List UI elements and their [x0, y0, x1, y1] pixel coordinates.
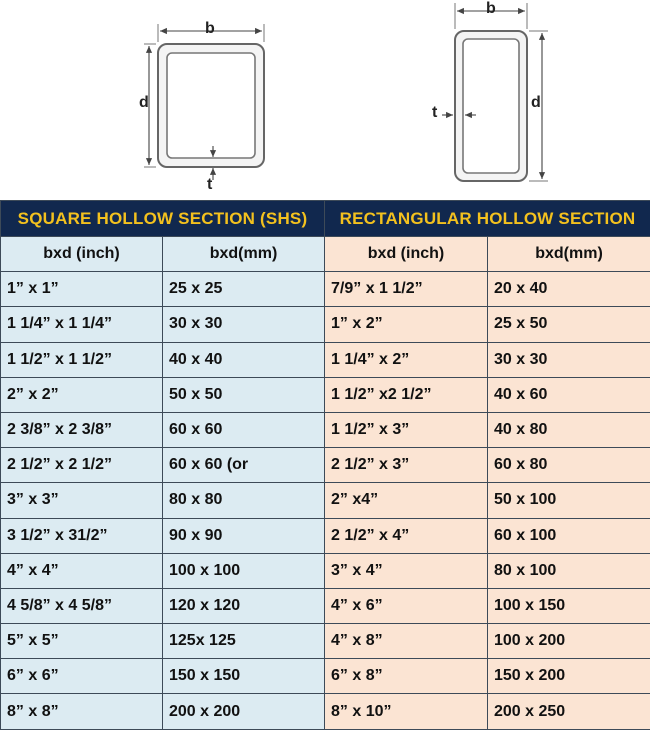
rhs-inch-cell: 1 1/2” x 3” — [325, 412, 488, 447]
table-row — [1, 412, 650, 447]
shs-mm-cell: 30 x 30 — [163, 307, 325, 342]
size-rows — [1, 272, 650, 729]
rhs-inch-cell: 2” x4” — [325, 483, 488, 518]
rectangle-thickness-label: t — [432, 104, 438, 121]
shs-mm-header: bxd(mm) — [163, 237, 325, 272]
table-row — [1, 624, 650, 659]
table-row — [1, 518, 650, 553]
table-row — [1, 483, 650, 518]
table-row — [1, 272, 650, 307]
rhs-inch-cell: 2 1/2” x 4” — [325, 518, 488, 553]
rhs-mm-cell: 100 x 200 — [488, 624, 650, 659]
shs-inch-cell: 1 1/4” x 1 1/4” — [1, 307, 163, 342]
rhs-inch-cell: 1 1/4” x 2” — [325, 342, 488, 377]
shs-title: SQUARE HOLLOW SECTION (SHS) — [1, 201, 325, 237]
table-row — [1, 448, 650, 483]
rhs-mm-cell: 200 x 250 — [488, 694, 650, 729]
rectangle-depth-label: d — [531, 94, 541, 111]
rhs-inch-cell: 3” x 4” — [325, 553, 488, 588]
shs-inch-cell: 1 1/2” x 1 1/2” — [1, 342, 163, 377]
square-depth-label: d — [139, 94, 149, 111]
shs-mm-cell: 90 x 90 — [163, 518, 325, 553]
table-row — [1, 307, 650, 342]
shs-mm-cell: 125x 125 — [163, 624, 325, 659]
table-row — [1, 659, 650, 694]
shs-mm-cell: 200 x 200 — [163, 694, 325, 729]
rhs-mm-cell: 40 x 80 — [488, 412, 650, 447]
shs-inch-cell: 4 5/8” x 4 5/8” — [1, 588, 163, 623]
rhs-mm-cell: 25 x 50 — [488, 307, 650, 342]
rhs-mm-cell: 60 x 80 — [488, 448, 650, 483]
shs-inch-cell: 2 3/8” x 2 3/8” — [1, 412, 163, 447]
shs-inch-cell: 4” x 4” — [1, 553, 163, 588]
rhs-inch-cell: 4” x 8” — [325, 624, 488, 659]
rhs-mm-cell: 30 x 30 — [488, 342, 650, 377]
shs-inch-cell: 1” x 1” — [1, 272, 163, 307]
square-section-drawing — [144, 24, 264, 180]
shs-mm-cell: 150 x 150 — [163, 659, 325, 694]
rhs-inch-cell: 7/9” x 1 1/2” — [325, 272, 488, 307]
rhs-inch-cell: 1 1/2” x2 1/2” — [325, 377, 488, 412]
rectangle-width-label: b — [486, 0, 496, 17]
rhs-mm-cell: 150 x 200 — [488, 659, 650, 694]
rhs-mm-header: bxd(mm) — [488, 237, 650, 272]
shs-inch-cell: 3 1/2” x 31/2” — [1, 518, 163, 553]
shs-mm-cell: 40 x 40 — [163, 342, 325, 377]
rhs-inch-cell: 1” x 2” — [325, 307, 488, 342]
shs-inch-cell: 3” x 3” — [1, 483, 163, 518]
shs-mm-cell: 120 x 120 — [163, 588, 325, 623]
rhs-inch-cell: 8” x 10” — [325, 694, 488, 729]
shs-inch-header: bxd (inch) — [1, 237, 163, 272]
rhs-mm-cell: 60 x 100 — [488, 518, 650, 553]
section-title-row — [1, 201, 650, 237]
rhs-inch-cell: 4” x 6” — [325, 588, 488, 623]
column-header-row — [1, 237, 650, 272]
shs-inch-cell: 6” x 6” — [1, 659, 163, 694]
shs-mm-cell: 80 x 80 — [163, 483, 325, 518]
rectangle-section-drawing — [442, 3, 548, 181]
shs-mm-cell: 50 x 50 — [163, 377, 325, 412]
shs-mm-cell: 100 x 100 — [163, 553, 325, 588]
rhs-title: RECTANGULAR HOLLOW SECTION — [325, 201, 650, 237]
shs-inch-cell: 2” x 2” — [1, 377, 163, 412]
cross-section-diagrams — [0, 0, 650, 200]
shs-mm-cell: 25 x 25 — [163, 272, 325, 307]
rhs-mm-cell: 20 x 40 — [488, 272, 650, 307]
hollow-section-size-table — [0, 200, 650, 730]
rhs-mm-cell: 40 x 60 — [488, 377, 650, 412]
rhs-inch-cell: 2 1/2” x 3” — [325, 448, 488, 483]
diagram-canvas — [0, 0, 650, 200]
shs-mm-cell: 60 x 60 (or — [163, 448, 325, 483]
table-row — [1, 553, 650, 588]
table-row — [1, 694, 650, 729]
table-row — [1, 342, 650, 377]
rhs-inch-cell: 6” x 8” — [325, 659, 488, 694]
rhs-mm-cell: 100 x 150 — [488, 588, 650, 623]
shs-inch-cell: 8” x 8” — [1, 694, 163, 729]
square-width-label: b — [205, 20, 215, 37]
shs-mm-cell: 60 x 60 — [163, 412, 325, 447]
shs-inch-cell: 2 1/2” x 2 1/2” — [1, 448, 163, 483]
rhs-mm-cell: 80 x 100 — [488, 553, 650, 588]
rhs-mm-cell: 50 x 100 — [488, 483, 650, 518]
shs-inch-cell: 5” x 5” — [1, 624, 163, 659]
table-row — [1, 588, 650, 623]
rhs-inch-header: bxd (inch) — [325, 237, 488, 272]
table-row — [1, 377, 650, 412]
square-thickness-label: t — [207, 176, 213, 193]
